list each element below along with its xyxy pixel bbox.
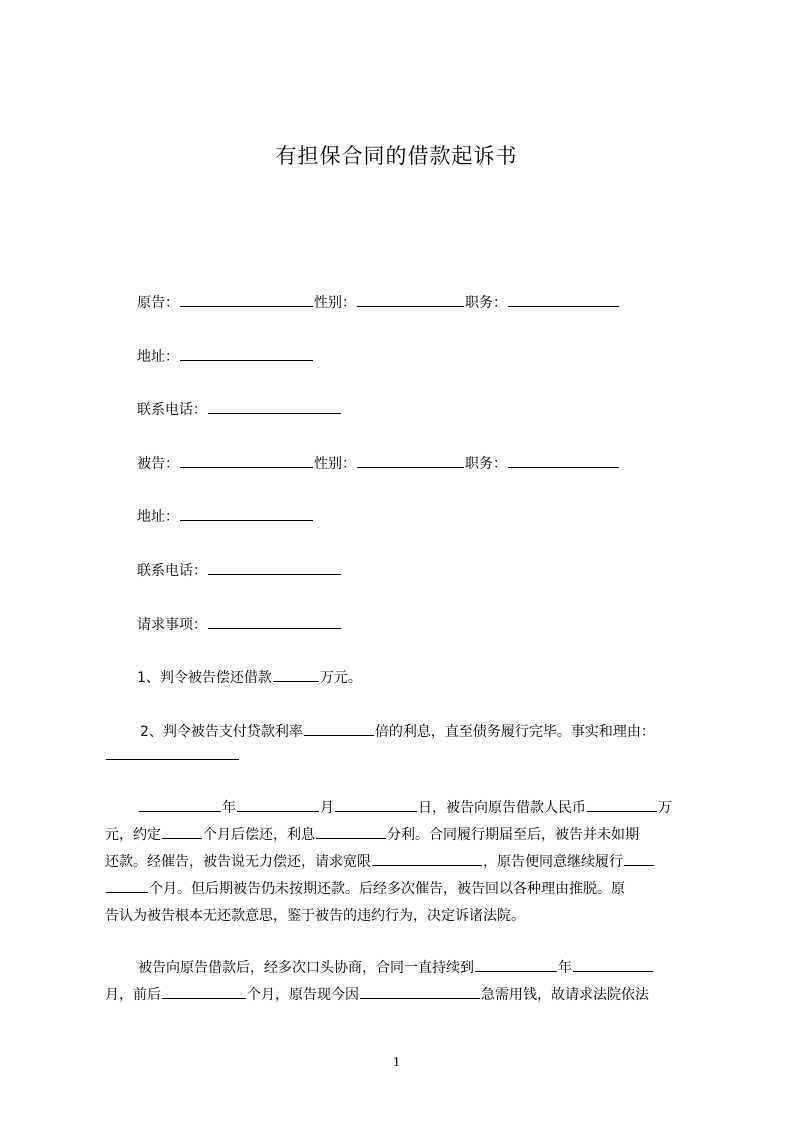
defendant-phone-line xyxy=(137,560,342,581)
plaintiff-address-label: 地址： xyxy=(137,349,179,365)
facts-month-blank[interactable] xyxy=(237,797,319,812)
reasons-blank[interactable] xyxy=(106,745,239,760)
facts-p2-reason-text: 个月，原告现今因 xyxy=(247,987,359,1003)
facts-p2-year-blank[interactable] xyxy=(475,957,557,972)
plaintiff-phone-blank[interactable] xyxy=(208,399,341,414)
defendant-position-label: 职务： xyxy=(465,456,507,472)
facts-extension-blank[interactable] xyxy=(372,851,482,866)
facts-p1-row-3 xyxy=(105,849,701,876)
facts-months-blank[interactable] xyxy=(162,824,202,839)
facts-interest-blank[interactable] xyxy=(316,824,386,839)
facts-p1-row-5: 告认为被告根本无还款意思，鉴于被告的违约行为，决定诉诸法院。 xyxy=(105,908,525,924)
claim-item-1-prefix: 1、判令被告偿还借款 xyxy=(137,670,272,686)
defendant-label: 被告： xyxy=(137,456,179,472)
document-title: 有担保合同的借款起诉书 xyxy=(275,144,518,168)
defendant-gender-label: 性别： xyxy=(314,456,356,472)
facts-p2-months-blank[interactable] xyxy=(162,984,246,999)
facts-p2-row-1 xyxy=(105,955,701,982)
facts-p2-month-blank[interactable] xyxy=(573,957,653,972)
facts-year-label: 年 xyxy=(222,800,236,816)
facts-agree-text: 元，约定 xyxy=(105,827,161,843)
facts-continue-blank-a[interactable] xyxy=(624,851,654,866)
facts-wan-label: 万 xyxy=(658,800,672,816)
plaintiff-gender-blank[interactable] xyxy=(357,292,464,307)
facts-month-label: 月 xyxy=(320,800,334,816)
claims-blank[interactable] xyxy=(208,614,341,629)
facts-p1-row-2 xyxy=(105,822,701,849)
facts-p2-year-label: 年 xyxy=(558,960,572,976)
facts-continue-blank-b[interactable] xyxy=(106,878,148,893)
claim-item-2-prefix: 2、判令被告支付贷款利率 xyxy=(140,724,303,740)
facts-continue-text: ，原告便同意继续履行 xyxy=(483,854,623,870)
plaintiff-position-blank[interactable] xyxy=(508,292,619,307)
facts-default-text: 分利。合同履行期届至后，被告并未如期 xyxy=(387,827,639,843)
facts-day-text: 日，被告向原告借款人民币 xyxy=(418,800,586,816)
defendant-line xyxy=(137,453,620,474)
defendant-address-blank[interactable] xyxy=(180,506,313,521)
defendant-address-label: 地址： xyxy=(137,509,179,525)
reasons-line xyxy=(105,745,240,766)
page-number: 1 xyxy=(393,1055,400,1070)
claim-item-1 xyxy=(137,667,362,688)
plaintiff-phone-label: 联系电话： xyxy=(137,402,207,418)
claims-label: 请求事项： xyxy=(137,617,207,633)
claim-item-2-rate-blank[interactable] xyxy=(304,721,374,736)
facts-paragraph-2 xyxy=(105,955,701,1009)
defendant-position-blank[interactable] xyxy=(508,453,619,468)
plaintiff-address-blank[interactable] xyxy=(180,346,313,361)
claim-item-1-amount-blank[interactable] xyxy=(273,667,319,682)
defendant-phone-blank[interactable] xyxy=(208,560,341,575)
plaintiff-address-line xyxy=(137,346,314,367)
plaintiff-label: 原告： xyxy=(137,295,179,311)
facts-p2-request-text: 急需用钱，故请求法院依法 xyxy=(481,987,649,1003)
facts-overdue-text: 个月。但后期被告仍未按期还款。后经多次催告，被告回以各种理由推脱。原 xyxy=(149,881,625,897)
defendant-address-line xyxy=(137,506,314,527)
facts-amount-blank[interactable] xyxy=(587,797,657,812)
defendant-phone-label: 联系电话： xyxy=(137,563,207,579)
facts-p1-row-4 xyxy=(105,876,701,903)
facts-p2-row-2 xyxy=(105,982,701,1009)
plaintiff-gender-label: 性别： xyxy=(314,295,356,311)
facts-paragraph-1 xyxy=(105,795,701,930)
defendant-gender-blank[interactable] xyxy=(357,453,464,468)
facts-p2-span-text: 月，前后 xyxy=(105,987,161,1003)
facts-repay-text: 个月后偿还，利息 xyxy=(203,827,315,843)
facts-p2-negotiate-text: 被告向原告借款后，经多次口头协商，合同一直持续到 xyxy=(138,960,474,976)
facts-p1-row-1 xyxy=(105,795,701,822)
facts-p2-reason-blank[interactable] xyxy=(360,984,480,999)
claim-item-2 xyxy=(140,721,655,742)
claims-line xyxy=(137,614,342,635)
plaintiff-position-label: 职务： xyxy=(465,295,507,311)
facts-year-blank[interactable] xyxy=(139,797,221,812)
facts-extension-text: 还款。经催告，被告说无力偿还，请求宽限 xyxy=(105,854,371,870)
claim-item-2-suffix: 倍的利息，直至债务履行完毕。事实和理由： xyxy=(374,724,655,740)
plaintiff-phone-line xyxy=(137,399,342,420)
plaintiff-name-blank[interactable] xyxy=(180,292,313,307)
plaintiff-line xyxy=(137,292,620,313)
facts-day-blank[interactable] xyxy=(335,797,417,812)
defendant-name-blank[interactable] xyxy=(180,453,313,468)
claim-item-1-suffix: 万元。 xyxy=(319,670,362,686)
